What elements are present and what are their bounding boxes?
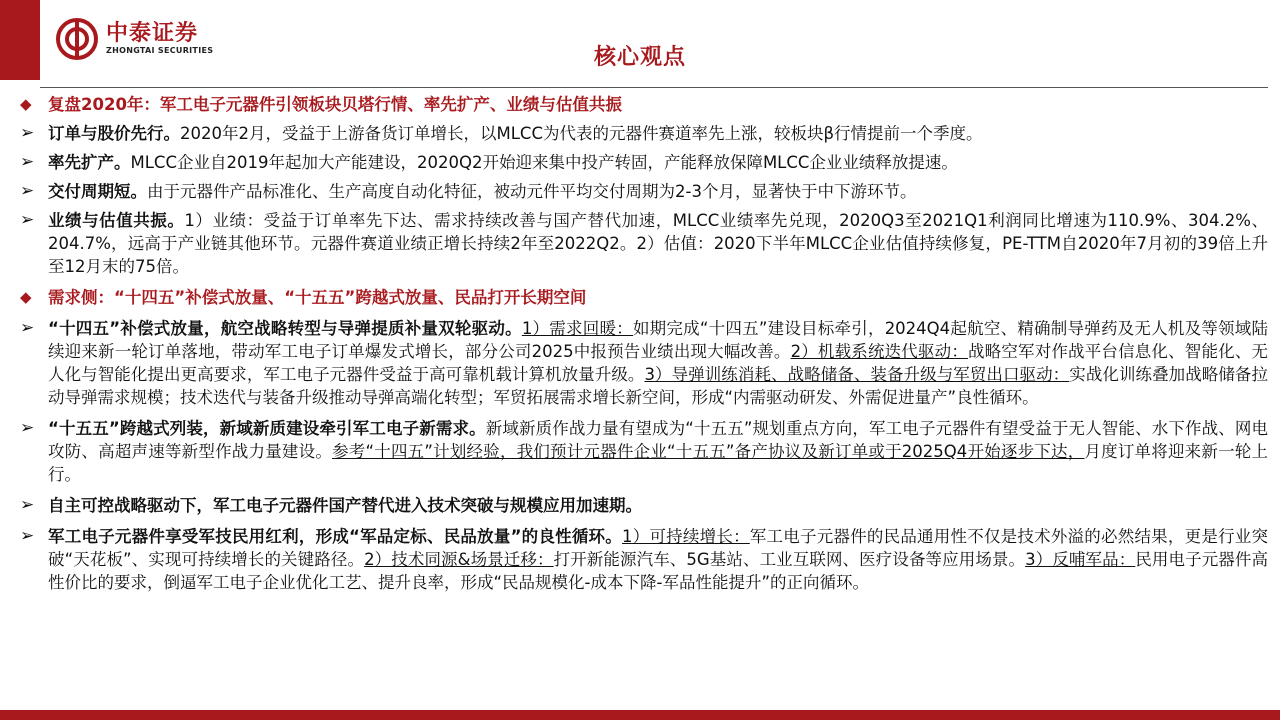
arrow-bullet-icon: ➢ <box>20 123 35 143</box>
item-lead: “十五五”跨越式列装，新域新质建设牵引军工电子新需求。 <box>48 419 486 438</box>
logo-text-cn: 中泰证券 <box>106 21 199 46</box>
item-sub-heading: 1）可持续增长： <box>622 527 750 546</box>
list-item <box>20 494 1268 517</box>
item-lead: 订单与股价先行。 <box>48 124 180 143</box>
arrow-bullet-icon: ➢ <box>20 152 35 172</box>
item-text: 军工电子元器件的民品通用性不仅是技术外溢的必然结果，更是行业突破“天花板”、实现可持续增长的关键路径。 <box>48 527 1269 569</box>
item-sub-heading: 2）机载系统迭代驱动： <box>790 342 968 361</box>
item-text: 打开新能源汽车、5G基站、工业互联网、医疗设备等应用场景。 <box>553 550 1026 569</box>
arrow-bullet-icon: ➢ <box>20 318 35 338</box>
item-text: 民用电子元器件高性价比的要求，倒逼军工电子企业优化工艺、提升良率，形成“民品规模化-成本下降-军品性能提升”的正向循环。 <box>48 550 1268 592</box>
list-item <box>20 525 1268 594</box>
item-text: MLCC企业自2019年起加大产能建设，2020Q2开始迎来集中投产转固，产能释放保障MLCC企业业绩释放提速。 <box>130 153 958 172</box>
content-area <box>20 90 1268 594</box>
item-text: 战略空军对作战平台信息化、智能化、无人化与智能化提出更高要求，军工电子元器件受益于高可靠机载计算机放量升级。 <box>48 342 1268 384</box>
list-item <box>20 209 1268 278</box>
item-sub-heading: 3）反哺军品： <box>1025 550 1136 569</box>
logo-text-en: ZHONGTAI SECURITIES <box>106 46 214 55</box>
list-item <box>20 417 1268 486</box>
section-heading-text: 需求侧：“十四五”补偿式放量、“十五五”跨越式放量、民品打开长期空间 <box>48 288 587 307</box>
diamond-icon: ◆ <box>20 95 32 113</box>
item-text: 1）业绩：受益于订单率先下达、需求持续改善与国产替代加速，MLCC业绩率先兑现，2020Q3至2021Q1利润同比增速为110.9%、304.2%、204.7%，远高于产业链其他环节。元器件赛道业绩正增长持续2年至2022Q2。2）估值：2020下半年MLCC企业估值持续修复，PE-TTM自2020年7月初的39倍上升至12月末的75倍。 <box>48 211 1269 276</box>
item-sub-heading: 2）技术同源&场景迁移： <box>364 550 554 569</box>
item-lead: 军工电子元器件享受军技民用红利，形成“军品定标、民品放量”的良性循环。 <box>48 527 623 546</box>
item-sub-heading: 参考“十四五”计划经验，我们预计元器件企业“十五五”备产协议及新订单或于2025Q4开始逐步下达， <box>332 442 1085 461</box>
item-lead: 自主可控战略驱动下，军工电子元器件国产替代进入技术突破与规模应用加速期。 <box>48 496 642 515</box>
item-sub-heading: 3）导弹训练消耗、战略储备、装备升级与军贸出口驱动： <box>644 365 1070 384</box>
item-lead: 业绩与估值共振。 <box>48 211 185 230</box>
item-text: 由于元器件产品标准化、生产高度自动化特征，被动元件平均交付周期为2-3个月，显著快于中下游环节。 <box>147 182 917 201</box>
list-item <box>20 317 1268 409</box>
item-sub-heading: 1）需求回暖： <box>521 319 633 338</box>
diamond-icon: ◆ <box>20 288 32 306</box>
page-title: 核心观点 <box>593 45 686 70</box>
arrow-bullet-icon: ➢ <box>20 210 35 230</box>
item-text: 新域新质作战力量有望成为“十五五”规划重点方向，军工电子元器件有望受益于无人智能、水下作战、网电攻防、高超声速等新型作战力量建设。 <box>48 419 1268 461</box>
arrow-bullet-icon: ➢ <box>20 495 35 515</box>
section-heading <box>20 286 1268 309</box>
list-item <box>20 180 1268 203</box>
item-text: 月度订单将迎来新一轮上行。 <box>48 442 1269 484</box>
header-divider <box>40 87 1268 88</box>
item-lead: “十四五”补偿式放量，航空战略转型与导弹提质补量双轮驱动。 <box>48 319 522 338</box>
item-text: 2020年2月，受益于上游备货订单增长，以MLCC为代表的元器件赛道率先上涨，较板块β行情提前一个季度。 <box>180 124 983 143</box>
arrow-bullet-icon: ➢ <box>20 181 35 201</box>
item-text: 如期完成“十四五”建设目标牵引，2024Q4起航空、精确制导弹药及无人机及等领域陆续迎来新一轮订单落地，带动军工电子订单爆发式增长，部分公司2025中报预告业绩出现大幅改善。 <box>48 319 1269 361</box>
item-lead: 率先扩产。 <box>48 153 131 172</box>
item-lead: 交付周期短。 <box>48 182 147 201</box>
list-item <box>20 151 1268 174</box>
section-heading <box>20 93 1268 116</box>
item-text: 实战化训练叠加战略储备拉动导弹需求规模；技术迭代与装备升级推动导弹高端化转型；军贸拓展需求增长新空间，形成“内需驱动研发、外需促进量产”良性循环。 <box>48 365 1269 407</box>
section-heading-text: 复盘2020年：军工电子元器件引领板块贝塔行情、率先扩产、业绩与估值共振 <box>48 95 622 114</box>
arrow-bullet-icon: ➢ <box>20 418 35 438</box>
arrow-bullet-icon: ➢ <box>20 526 35 546</box>
footer-bar <box>0 710 1280 720</box>
list-item <box>20 122 1268 145</box>
